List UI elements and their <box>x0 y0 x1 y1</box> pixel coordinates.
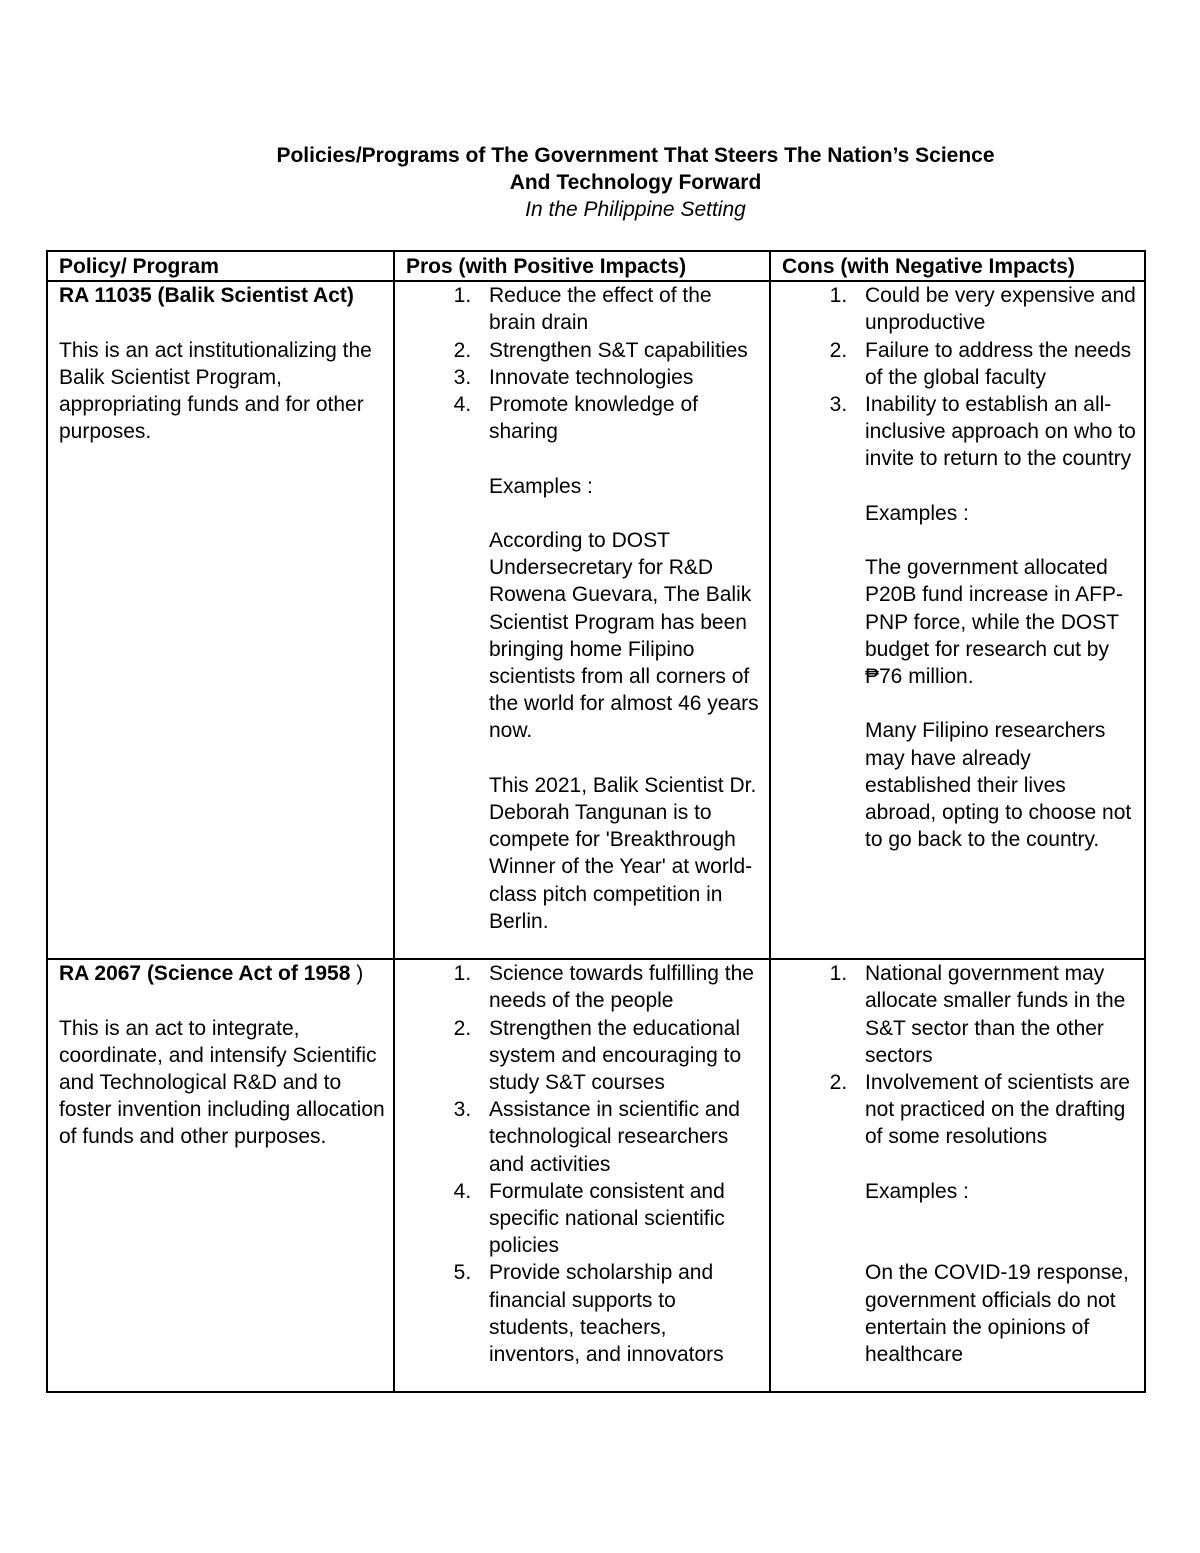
list-item: 3. Inability to establish an all-inclusive approach on who to invite to return to the country <box>853 391 1138 473</box>
example-paragraph: This 2021, Balik Scientist Dr. Deborah Tangunan is to compete for 'Breakthrough Winner of the Year' at world-class pitch competition in Berlin. <box>489 773 757 933</box>
pros-list <box>406 282 763 445</box>
policy-title: RA 11035 (Balik Scientist Act) <box>59 284 354 308</box>
list-item: 1. Science towards fulfilling the needs of the people <box>477 960 763 1014</box>
list-item: 1. Could be very expensive and unproductive <box>853 282 1138 336</box>
policy-description: This is an act institutionalizing the Balik Scientist Program, appropriating funds and for other purposes. <box>59 338 372 444</box>
list-item: 2. Involvement of scientists are not practiced on the drafting of some resolutions <box>853 1069 1138 1151</box>
list-item: 4. Promote knowledge of sharing <box>477 391 763 445</box>
table-row <box>47 281 1145 959</box>
pros-cell <box>394 959 770 1392</box>
list-item: 5. Provide scholarship and financial supports to students, teachers, inventors, and innovators <box>477 1259 763 1368</box>
list-item: 4. Formulate consistent and specific national scientific policies <box>477 1178 763 1260</box>
examples-label: Examples : <box>865 1179 969 1203</box>
example-paragraph: According to DOST Undersecretary for R&D Rowena Guevara, The Balik Scientist Program has been bringing home Filipino scientists from all corners of the world for almost 46 years now. <box>489 529 759 743</box>
examples-label: Examples : <box>489 474 593 498</box>
example-paragraph: The government allocated P20B fund increase in AFP-PNP force, while the DOST budget for research cut by ₱76 million. <box>865 556 1123 689</box>
document-title-block <box>0 142 1200 223</box>
policy-title: RA 2067 (Science Act of 1958 <box>59 962 351 986</box>
table-row <box>47 959 1145 1392</box>
cons-cell <box>770 281 1145 959</box>
list-item: 2. Failure to address the needs of the global faculty <box>853 337 1138 391</box>
list-item: 1. National government may allocate smaller funds in the S&T sector than the other sectors <box>853 960 1138 1069</box>
cons-cell <box>770 959 1145 1392</box>
list-item: 2. Strengthen the educational system and encouraging to study S&T courses <box>477 1015 763 1097</box>
pros-list <box>406 960 763 1368</box>
policy-cell <box>47 281 394 959</box>
list-item: 3. Assistance in scientific and technological researchers and activities <box>477 1096 763 1178</box>
cons-list <box>782 960 1138 1150</box>
document-title-line1: Policies/Programs of The Government That Steers The Nation’s Science <box>276 144 995 167</box>
document-title-line2: And Technology Forward <box>509 171 762 194</box>
policy-table <box>46 250 1146 1393</box>
list-item: 2. Strengthen S&T capabilities <box>477 337 763 364</box>
cons-list <box>782 282 1138 472</box>
list-item: 3. Innovate technologies <box>477 364 763 391</box>
policy-cell <box>47 959 394 1392</box>
examples-label: Examples : <box>865 501 969 525</box>
column-header-pros: Pros (with Positive Impacts) <box>394 251 770 281</box>
example-paragraph: On the COVID-19 response, government officials do not entertain the opinions of healthcare <box>865 1261 1129 1366</box>
column-header-policy: Policy/ Program <box>47 251 394 281</box>
column-header-cons: Cons (with Negative Impacts) <box>770 251 1145 281</box>
policy-title-suffix: ) <box>350 962 364 986</box>
list-item: 1. Reduce the effect of the brain drain <box>477 282 763 336</box>
policy-description: This is an act to integrate, coordinate, and intensify Scientific and Technological R&D and to foster invention including allocation of funds and other purposes. <box>59 1016 385 1149</box>
pros-cell <box>394 281 770 959</box>
document-subtitle: In the Philippine Setting <box>525 198 746 221</box>
example-paragraph: Many Filipino researchers may have already established their lives abroad, opting to choose not to go back to the country. <box>865 719 1132 852</box>
table-header-row <box>47 251 1145 281</box>
